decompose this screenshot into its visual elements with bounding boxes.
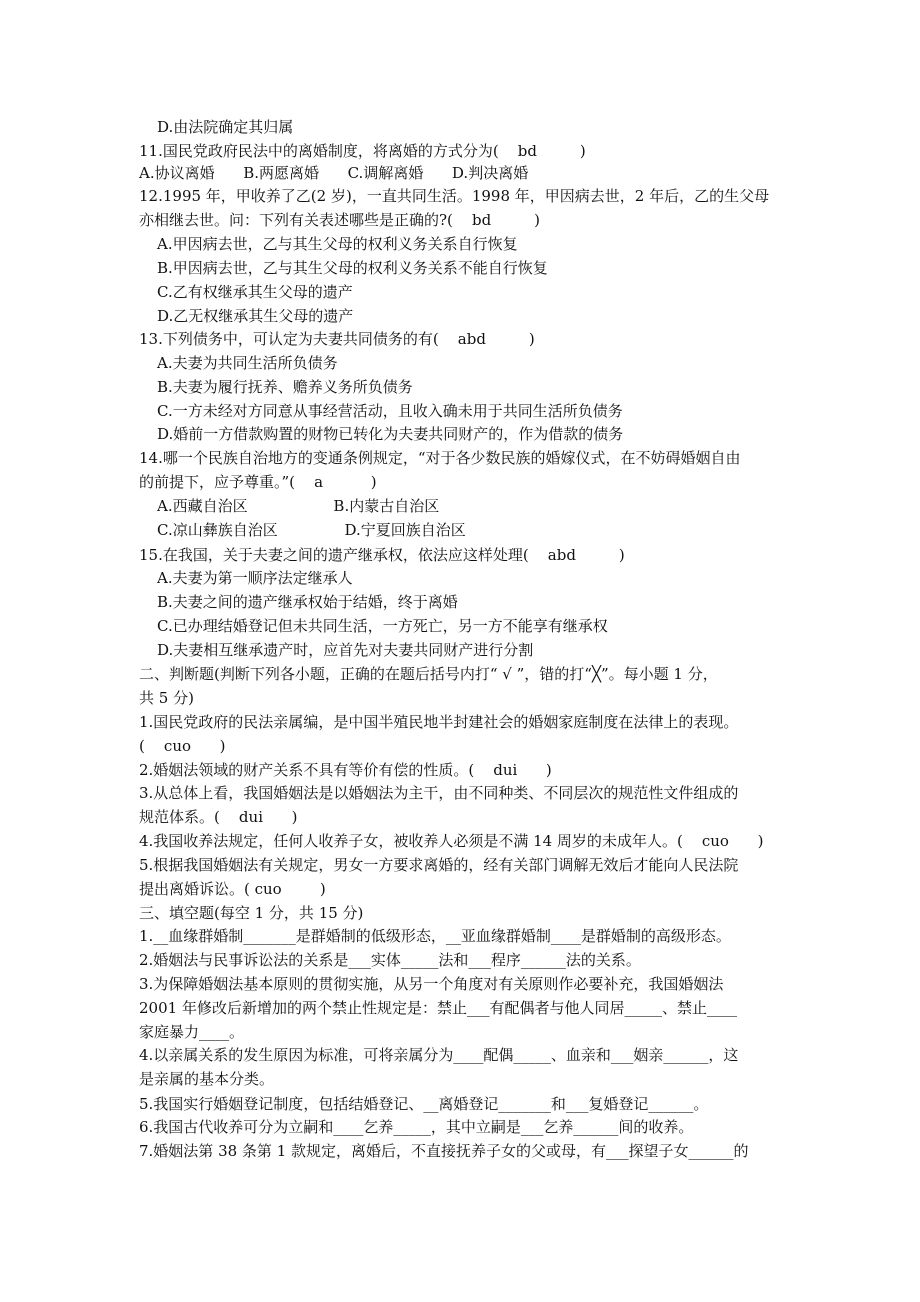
text-line: B.夫妻之间的遗产继承权始于结婚，终于离婚 xyxy=(157,593,458,611)
text-line: 的前提下，应予尊重。”( a ) xyxy=(139,473,377,491)
text-line: D.夫妻相互继承遗产时，应首先对夫妻共同财产进行分割 xyxy=(157,641,534,659)
text-line: D.由法院确定其归属 xyxy=(157,118,294,136)
text-line: C.凉山彝族自治区 D.宁夏回族自治区 xyxy=(157,521,466,539)
text-line: 三、填空题(每空 1 分，共 15 分) xyxy=(139,904,364,922)
text-line: 规范体系。( dui ) xyxy=(139,808,298,826)
text-line: 家庭暴力____。 xyxy=(139,1023,245,1041)
text-line: 13.下列债务中，可认定为夫妻共同债务的有( abd ) xyxy=(139,330,535,348)
text-line: 是亲属的基本分类。 xyxy=(139,1070,275,1088)
text-line: A.夫妻为第一顺序法定继承人 xyxy=(157,569,353,587)
text-line: 3.从总体上看，我国婚姻法是以婚姻法为主干，由不同种类、不同层次的规范性文件组成的 xyxy=(139,784,739,802)
text-line: 4.以亲属关系的发生原因为标准，可将亲属分为____配偶_____、血亲和___姻亲______，这 xyxy=(139,1046,739,1064)
text-line: C.一方未经对方同意从事经营活动，且收入确未用于共同生活所负债务 xyxy=(157,402,623,420)
text-line: C.乙有权继承其生父母的遗产 xyxy=(157,283,353,301)
text-line: 12.1995 年，甲收养了乙(2 岁)，一直共同生活。1998 年，甲因病去世，2 年后，乙的生父母 xyxy=(139,187,770,205)
text-line: 7.婚姻法第 38 条第 1 款规定，离婚后，不直接抚养子女的父或母，有___探望子女______的 xyxy=(139,1142,749,1160)
text-line: A.甲因病去世，乙与其生父母的权利义务关系自行恢复 xyxy=(157,235,518,253)
text-line: 共 5 分) xyxy=(139,689,194,707)
text-line: A.西藏自治区 B.内蒙古自治区 xyxy=(157,497,440,515)
text-line: 1.国民党政府的民法亲属编，是中国半殖民地半封建社会的婚姻家庭制度在法律上的表现。 xyxy=(139,713,739,731)
text-line: D.婚前一方借款购置的财物已转化为夫妻共同财产的，作为借款的债务 xyxy=(157,425,624,443)
text-line: B.甲因病去世，乙与其生父母的权利义务关系不能自行恢复 xyxy=(157,259,548,277)
text-line: C.已办理结婚登记但未共同生活，一方死亡，另一方不能享有继承权 xyxy=(157,617,608,635)
text-line: 二、判断题(判断下列各小题，正确的在题后括号内打“ √ ”，错的打“╳”。每小题 1 分， xyxy=(139,665,718,683)
text-line: 1.__血缘群婚制_______是群婚制的低级形态，__亚血缘群婚制____是群婚制的高级形态。 xyxy=(139,927,731,945)
text-line: 2.婚姻法与民事诉讼法的关系是___实体_____法和___程序______法的关系。 xyxy=(139,951,641,969)
text-line: 14.哪一个民族自治地方的变通条例规定，“对于各少数民族的婚嫁仪式，在不妨碍婚姻自由 xyxy=(139,449,741,467)
text-line: 3.为保障婚姻法基本原则的贯彻实施，从另一个角度对有关原则作必要补充，我国婚姻法 xyxy=(139,975,724,993)
text-line: A.夫妻为共同生活所负债务 xyxy=(157,354,338,372)
text-line: 11.国民党政府民法中的离婚制度，将离婚的方式分为( bd ) xyxy=(139,142,586,160)
text-line: 提出离婚诉讼。( cuo ) xyxy=(139,880,326,898)
text-line: 5.我国实行婚姻登记制度，包括结婚登记、__离婚登记_______和___复婚登记______。 xyxy=(139,1095,709,1113)
text-line: 2001 年修改后新增加的两个禁止性规定是：禁止___有配偶者与他人同居_____、禁止____ xyxy=(139,999,737,1017)
text-line: 15.在我国，关于夫妻之间的遗产继承权，依法应这样处理( abd ) xyxy=(139,546,625,564)
text-line: D.乙无权继承其生父母的遗产 xyxy=(157,307,354,325)
text-line: A.协议离婚 B.两愿离婚 C.调解离婚 D.判决离婚 xyxy=(139,164,529,182)
text-line: 2.婚姻法领域的财产关系不具有等价有偿的性质。( dui ) xyxy=(139,761,552,779)
text-line: 6.我国古代收养可分为立嗣和____乞养_____，其中立嗣是___乞养______间的收养。 xyxy=(139,1118,694,1136)
text-line: 亦相继去世。问：下列有关表述哪些是正确的?( bd ) xyxy=(139,211,540,229)
text-line: B.夫妻为履行抚养、赡养义务所负债务 xyxy=(157,378,413,396)
text-line: 4.我国收养法规定，任何人收养子女，被收养人必须是不满 14 周岁的未成年人。( cuo ) xyxy=(139,832,764,850)
text-line: 5.根据我国婚姻法有关规定，男女一方要求离婚的，经有关部门调解无效后才能向人民法院 xyxy=(139,856,739,874)
text-line: ( cuo ) xyxy=(139,737,226,755)
